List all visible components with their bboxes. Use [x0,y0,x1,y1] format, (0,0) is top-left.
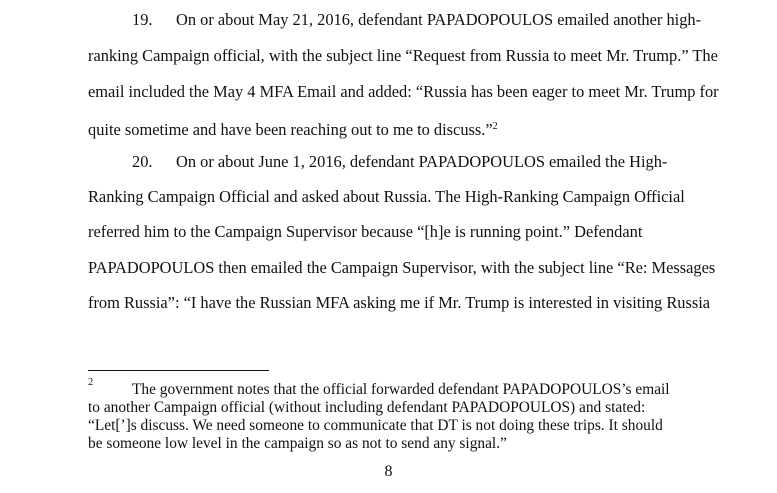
footnote-line: The government notes that the official forwarded defendant PAPADOPOULOS’s email [132,381,670,398]
paragraph-line [88,117,498,140]
footnote-line: to another Campaign official (without including defendant PAPADOPOULOS) and stated: [88,399,646,416]
footnote-reference: 2 [492,121,498,132]
paragraph-line: On or about June 1, 2016, defendant PAPADOPOULOS emailed the High- [176,152,668,171]
footnote-line: “Let[’]s discuss. We need someone to communicate that DT is not doing these trips. It should [88,417,663,434]
paragraph-number: 20. [132,152,153,171]
page-number: 8 [384,463,393,480]
paragraph-number: 19. [132,10,153,29]
paragraph-line: On or about May 21, 2016, defendant PAPADOPOULOS emailed another high- [176,10,702,29]
footnote-separator [88,370,269,371]
paragraph-line: ranking Campaign official, with the subject line “Request from Russia to meet Mr. Trump.” The [88,46,718,65]
paragraph-line-text: quite sometime and have been reaching out to me to discuss.” [88,120,493,139]
footnote-line: be someone low level in the campaign so as not to send any signal.” [88,435,507,452]
paragraph-line: referred him to the Campaign Supervisor because “[h]e is running point.” Defendant [88,222,643,241]
paragraph-line: PAPADOPOULOS then emailed the Campaign Supervisor, with the subject line “Re: Messages [88,258,716,277]
paragraph-line: Ranking Campaign Official and asked about Russia. The High-Ranking Campaign Official [88,187,685,206]
paragraph-line: from Russia”: “I have the Russian MFA asking me if Mr. Trump is interested in visiting Russia [88,293,711,312]
paragraph-line: email included the May 4 MFA Email and added: “Russia has been eager to meet Mr. Trump for [88,82,719,101]
footnote-marker: 2 [88,377,94,388]
